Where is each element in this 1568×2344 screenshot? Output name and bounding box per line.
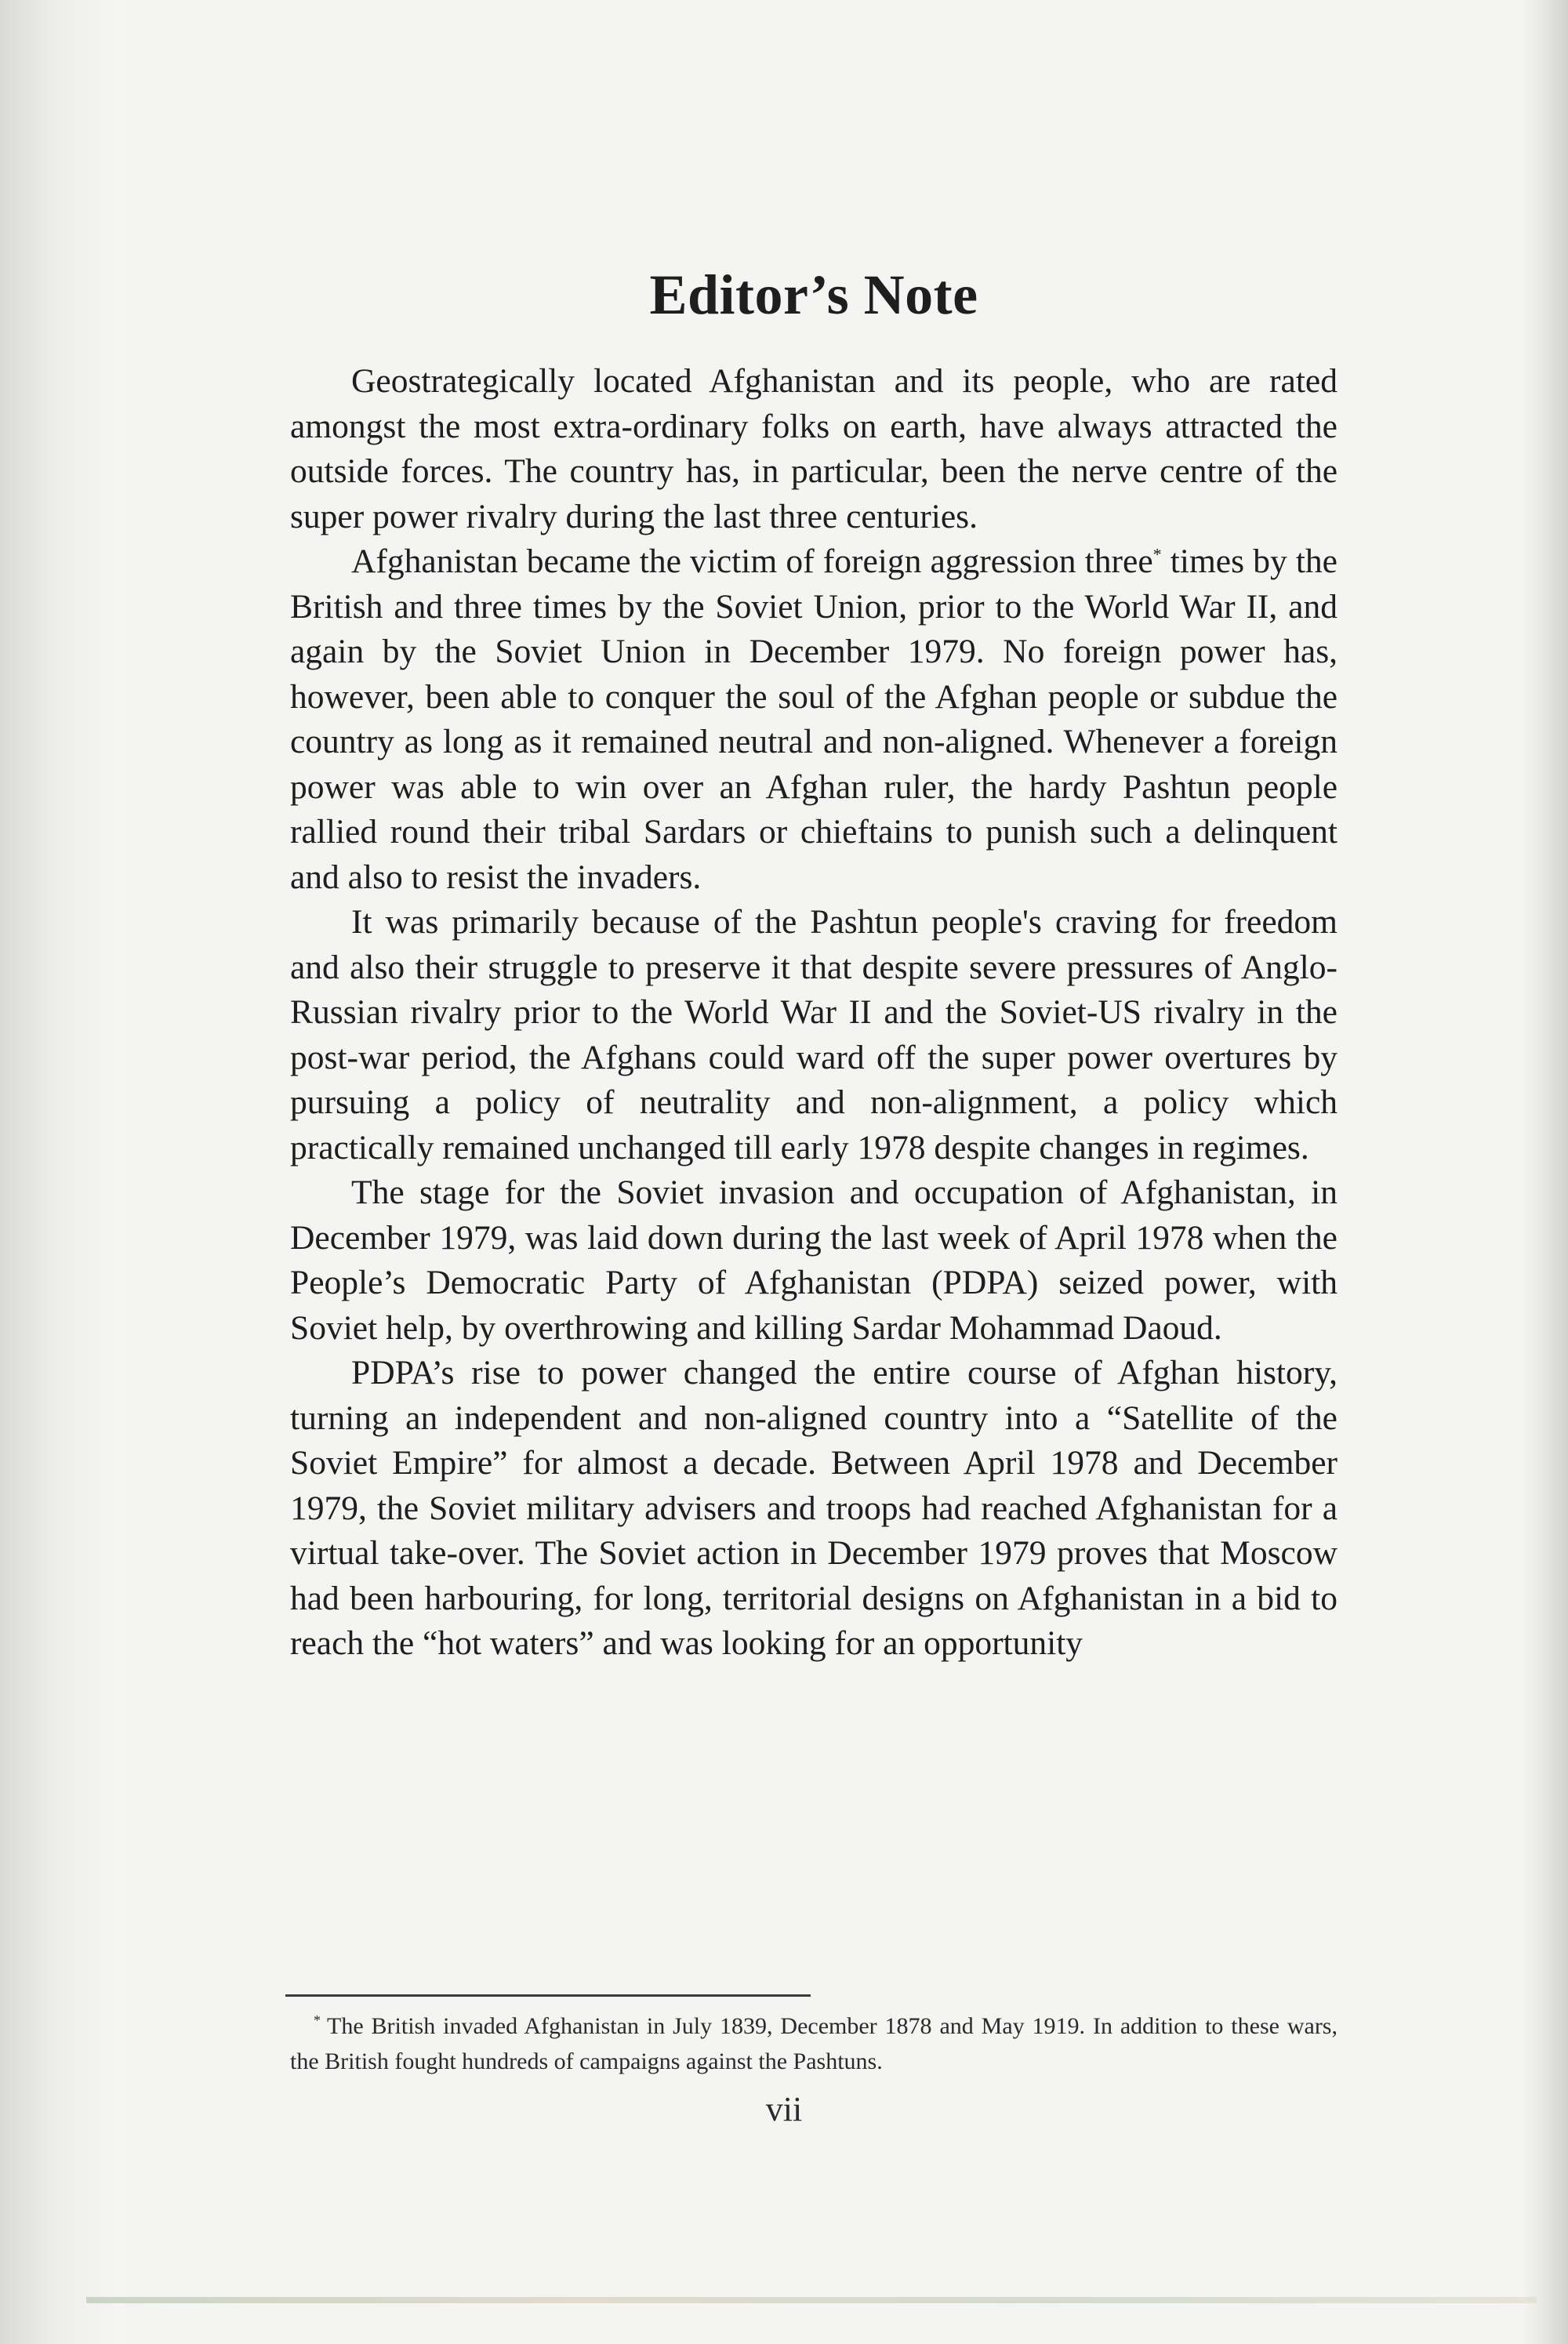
footnote-marker: * — [314, 2012, 321, 2028]
page-bottom-edge — [86, 2297, 1537, 2303]
page-number: vii — [765, 2090, 803, 2128]
page-body — [290, 263, 1338, 1667]
paragraph-1: Geostrategically located Afghanistan and its people, who are rated amongst the most extra-ordinary folks on earth, have always attracted the outside forces. The country has, in particular, been the nerve centre of the super power rivalry during the last three centuries. — [290, 362, 1338, 535]
footnote-text: The British invaded Afghanistan in July 1839, December 1878 and May 1919. In addition to these wars, the British fought hundreds of campaigns against the Pashtuns. — [290, 2013, 1338, 2074]
paragraph-2-start: Afghanistan became the victim of foreign aggression three — [351, 542, 1153, 580]
paragraph-2-rest: times by the British and three times by the Soviet Union, prior to the World War II, and again by the Soviet Union in December 1979. No foreign power has, however, been able to conquer the soul of the Afghan people or subdue the country as long as it remained neutral and non-aligned. Whenever a foreign power was able to win over an Afghan ruler, the hardy Pashtun people rallied round their tribal Sardars or chieftains to punish such a delinquent and also to resist the invaders. — [290, 542, 1338, 896]
paragraph-3: It was primarily because of the Pashtun people's craving for freedom and also their struggle to preserve it that despite severe pressures of Anglo-Russian rivalry prior to the World War II and the Soviet-US rivalry in the post-war period, the Afghans could ward off the super power overtures by pursuing a policy of neutrality and non-alignment, a policy which practically remained unchanged till early 1978 despite changes in regimes. — [290, 903, 1338, 1167]
page-gutter-shadow — [0, 0, 125, 2344]
footnote — [290, 2008, 1338, 2079]
paragraph-2 — [290, 539, 1338, 900]
page-edge — [1521, 0, 1568, 2344]
paragraph-5: PDPA’s rise to power changed the entire course of Afghan history, turning an independent and non-aligned country into a “Satellite of the Soviet Empire” for almost a decade. Between April 1978 and December 1979, the Soviet military advisers and troops had reached Afghanistan for a virtual take-over. The Soviet action in December 1979 proves that Moscow had been harbouring, for long, territorial designs on Afghanistan in a bid to reach the “hot waters” and was looking for an opportunity — [290, 1354, 1338, 1662]
page-title: Editor’s Note — [649, 263, 978, 326]
footnote-divider — [285, 1994, 811, 1997]
paragraph-4: The stage for the Soviet invasion and occupation of Afghanistan, in December 1979, was laid down during the last week of April 1978 when the People’s Democratic Party of Afghanistan (PDPA) seized power, with Soviet help, by overthrowing and killing Sardar Mohammad Daoud. — [290, 1174, 1338, 1347]
footnote-reference: * — [1152, 544, 1162, 564]
